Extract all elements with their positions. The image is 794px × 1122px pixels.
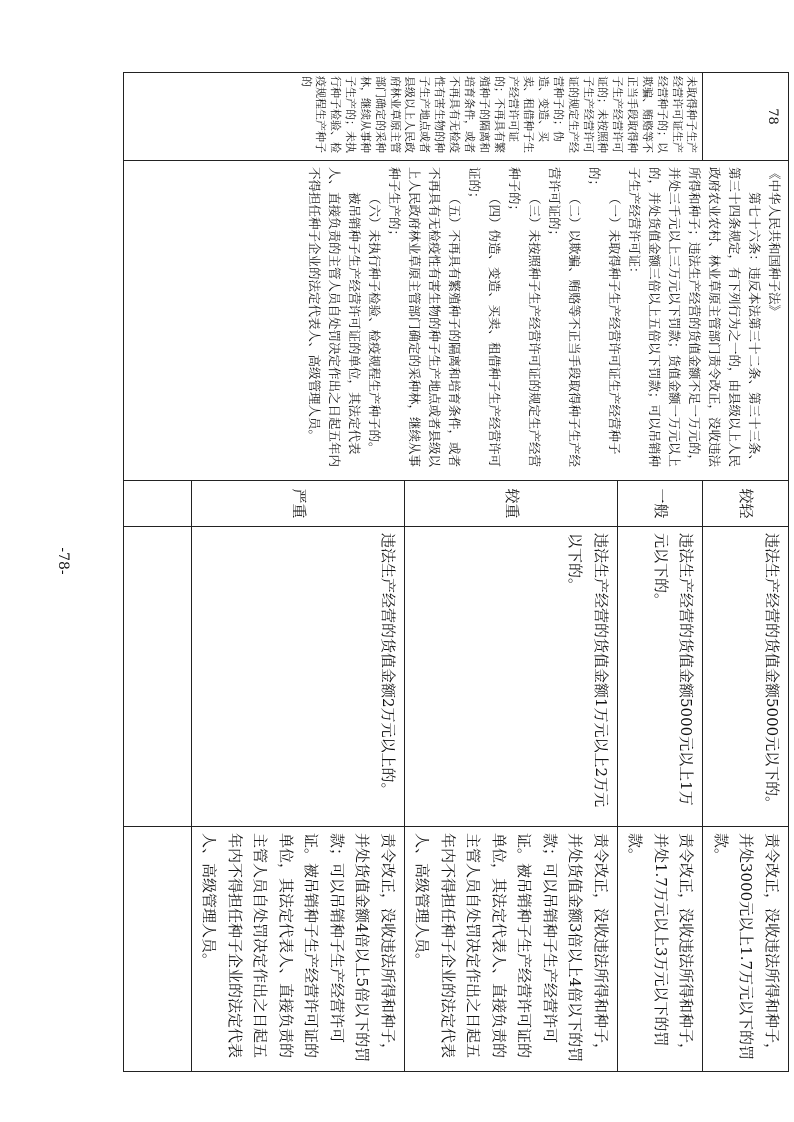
standard-cell: 责令改正，没收违法所得和种子，并处1.7万元以上3万元以下的罚款。 xyxy=(618,827,704,1072)
table-row xyxy=(703,73,789,1072)
empty-cell xyxy=(124,527,192,827)
law-paragraph: （二）以欺骗、贿赂等不正当手段取得种子生产经营许可证的； xyxy=(547,167,582,468)
landscape-content xyxy=(123,72,789,1072)
empty-cell xyxy=(124,481,192,527)
level-cell: 较重 xyxy=(405,481,618,527)
header-page-number: 78 xyxy=(703,73,789,161)
page-number: -78- xyxy=(55,547,71,575)
law-paragraph: （六）未执行种子检验、检疫规程生产种子的。 xyxy=(367,192,382,455)
circumstance-cell: 违法生产经营的货值金额1万元以上2万元以下的。 xyxy=(405,527,618,827)
law-paragraph: （三）未按照种子生产经营许可证的规定生产经营种子的； xyxy=(507,167,542,468)
standard-cell: 责令改正，没收违法所得和种子，并处3000元以上1.7万元以下的罚款。 xyxy=(703,827,789,1072)
law-paragraph: 第七十六条：违反本法第三十二条、第三十三条、第三十四条规定，有下列行为之一的，由县级以上人民政府农业农村、林业草原主管部门责令改正，没收违法所得和种子；违法生产经营的货值金额不足一万元的，并处三千元以上三万元以下罚款；货值金额一万元以上的，并处货值金额三倍以上五倍以下罚款；可以吊销种子生产经营许可证： xyxy=(627,167,762,468)
law-basis-cell xyxy=(124,161,789,481)
law-paragraph: （五）不再具有繁殖种子的隔离和培育条件，或者不再具有无检疫性有害生物的种子生产地点或者县级以上人民政府林业草原主管部门确定的采种林，继续从事种子生产的； xyxy=(387,167,462,468)
law-paragraph: 被吊销种子生产经营许可证的单位，其法定代表人、直接负责的主管人员自处罚决定作出之日起五年内不得担任种子企业的法定代表人、高级管理人员。 xyxy=(307,167,362,468)
level-cell: 严重 xyxy=(192,481,405,527)
circumstance-cell: 违法生产经营的货值金额2万元以上的。 xyxy=(192,527,405,827)
rotated-table-frame xyxy=(123,72,789,1072)
level-cell: 一般 xyxy=(618,481,704,527)
law-paragraph: （一）未取得种子生产经营许可证生产经营种子的； xyxy=(587,167,622,455)
level-cell: 较轻 xyxy=(703,481,789,527)
standard-cell: 责令改正，没收违法所得和种子，并处货值金额3倍以上4倍以下的罚款；可以吊销种子生产经营许可证。被吊销种子生产经营许可证的单位，其法定代表人、直接负责的主管人员自处罚决定作出之日起五年内不得担任种子企业的法定代表人、高级管理人员。 xyxy=(405,827,618,1072)
circumstance-cell: 违法生产经营的货值金额5000元以上1万元以下的。 xyxy=(618,527,704,827)
penalty-table xyxy=(123,72,789,1072)
standard-cell: 责令改正，没收违法所得和种子，并处货值金额4倍以上5倍以下的罚款；可以吊销种子生产经营许可证。被吊销种子生产经营许可证的单位，其法定代表人、直接负责的主管人员自处罚决定作出之日起五年内不得担任种子企业的法定代表人、高级管理人员。 xyxy=(192,827,405,1072)
law-title: 《中华人民共和国种子法》 xyxy=(767,167,782,318)
circumstance-cell: 违法生产经营的货值金额5000元以下的。 xyxy=(703,527,789,827)
law-paragraph: （四）伪造、变造、买卖、租借种子生产经营许可证的； xyxy=(467,167,502,468)
empty-cell xyxy=(124,827,192,1072)
basis-note-cell: 未取得种子生产经营许可证生产经营种子的；以欺骗、贿赂等不正当手段取得种子生产经营许可证的；未按照种子生产经营许可证的规定生产经营种子的；伪造、变造、买卖、租借种子生产经营许可证的；不再具有繁殖种子的隔离和培育条件，或者不再具有无检疫性有害生物的种子生产地点或者县级以上人民政府林业草原主管部门确定的采种林，继续从事种子生产的；未执行种子检验、检疫规程生产种子的 xyxy=(124,73,704,161)
